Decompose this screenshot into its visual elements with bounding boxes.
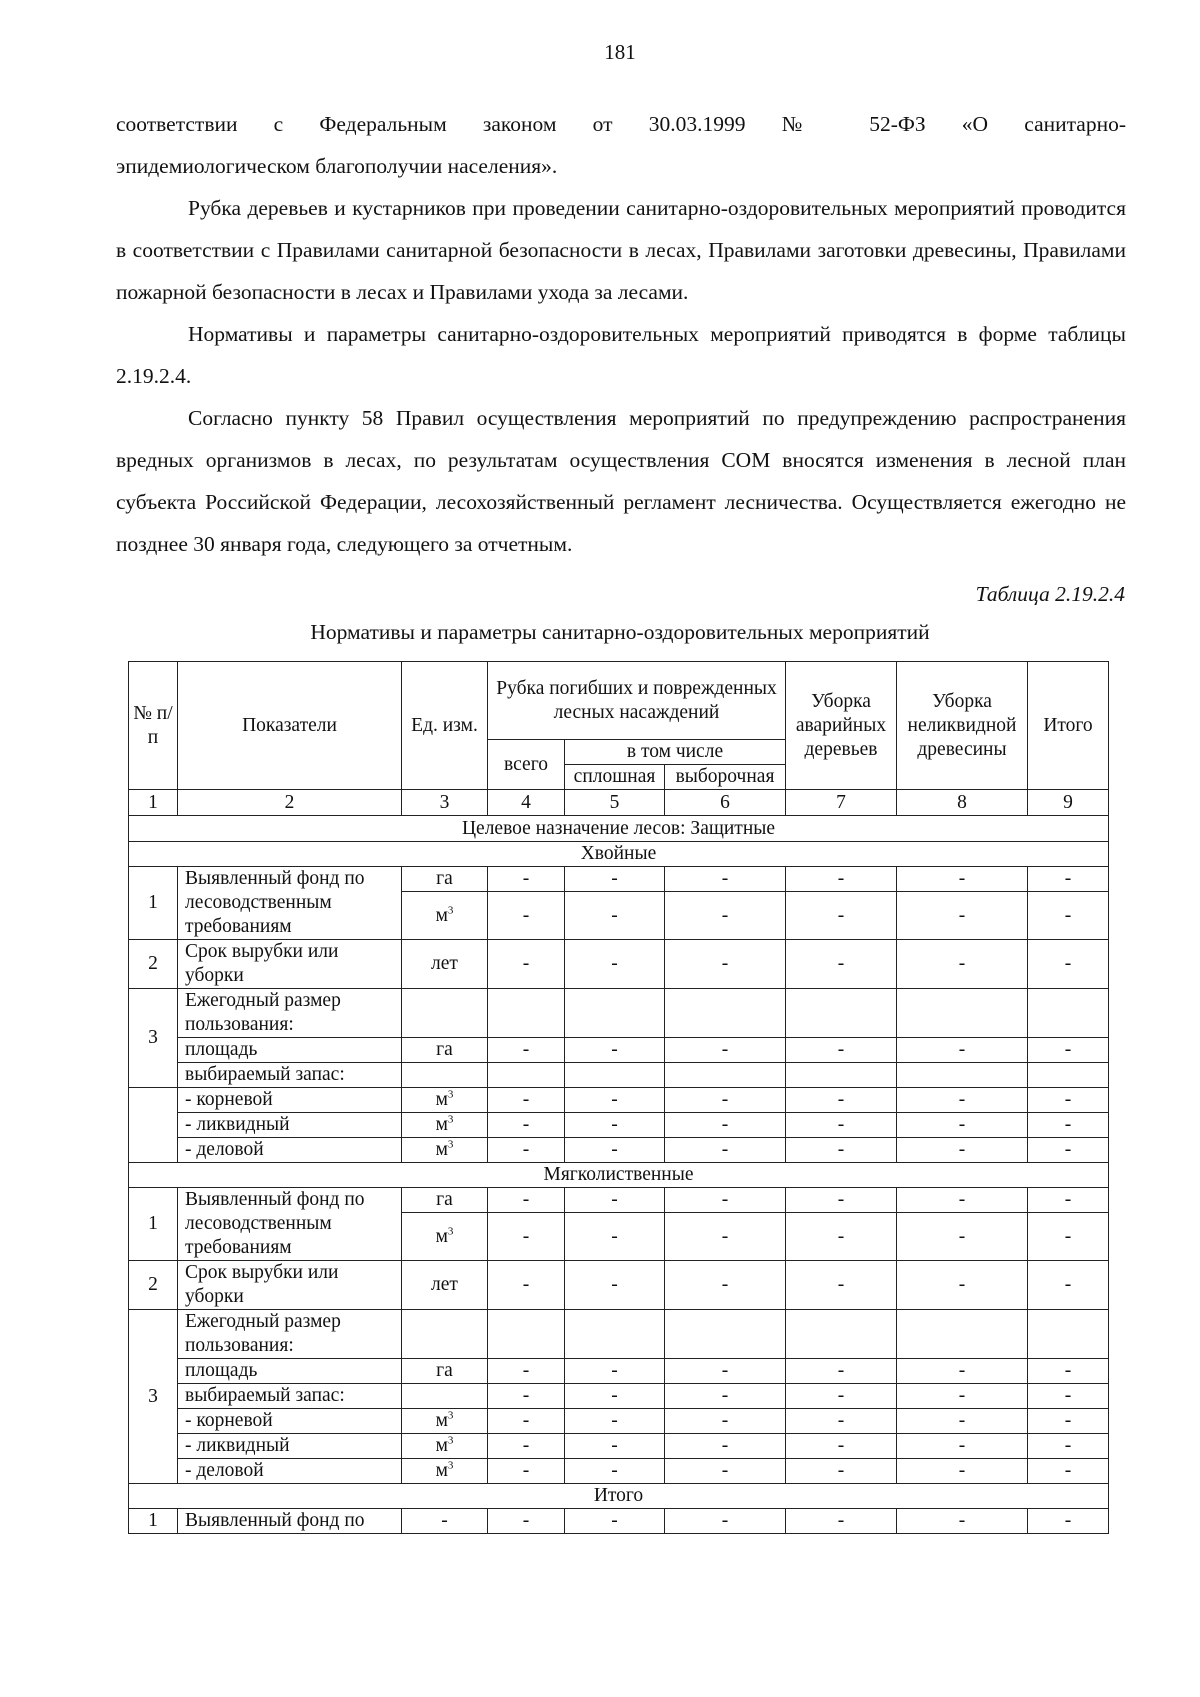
unit-m: м [435,1435,448,1456]
value-cell: - [665,892,786,940]
col-number: 8 [897,790,1028,816]
empty-cell [565,1310,665,1359]
value-cell: - [665,1113,786,1138]
value-cell: - [665,1213,786,1261]
value-cell: - [786,1459,897,1484]
value-cell: - [565,1213,665,1261]
value-cell: - [488,1359,565,1384]
value-cell: - [488,1088,565,1113]
body-text [116,103,1126,565]
value-cell: - [565,1188,665,1213]
empty-cell [897,1310,1028,1359]
value-cell: - [786,1113,897,1138]
value-cell: - [565,1261,665,1310]
value-cell: - [488,1409,565,1434]
value-cell: - [665,1459,786,1484]
row-number: 1 [129,1509,178,1534]
paragraph-4: Согласно пункту 58 Правил осуществления мероприятий по предупреждению распространения вредных организмов в лесах, по результатам осуществления СОМ вносятся изменения в лесной план субъекта Российской Федерации, лесохозяйственный регламент лесничества. Осуществляется ежегодно не позднее 30 января года, следующего за отчетным. [116,406,1126,556]
value-cell: - [665,1138,786,1163]
indicator-label: Ежегодный размер пользования: [178,1310,402,1359]
col-number: 9 [1028,790,1109,816]
value-cell: - [565,1359,665,1384]
value-cell: - [897,1261,1028,1310]
value-cell: - [1028,1038,1109,1063]
unit-cell [402,892,488,940]
norms-table [128,661,1109,1534]
page-number: 181 [604,40,636,64]
value-cell: - [897,892,1028,940]
value-cell: - [1028,1088,1109,1113]
unit-cell: га [402,867,488,892]
value-cell: - [1028,1138,1109,1163]
header-total-sub: всего [488,740,565,790]
empty-cell [786,1310,897,1359]
value-cell: - [488,867,565,892]
value-cell: - [786,1138,897,1163]
value-cell: - [488,1384,565,1409]
value-cell: - [488,1261,565,1310]
section-row: Мягколиственные [129,1163,1109,1188]
empty-cell [488,989,565,1038]
value-cell: - [488,1434,565,1459]
unit-cell [402,1409,488,1434]
header-solid: сплошная [565,765,665,790]
unit-cell: га [402,1188,488,1213]
col-number: 7 [786,790,897,816]
empty-cell [402,1384,488,1409]
indicator-label: Ежегодный размер пользования: [178,989,402,1038]
row-number: 1 [129,1188,178,1261]
value-cell: - [897,867,1028,892]
value-cell: - [786,1261,897,1310]
value-cell: - [1028,1261,1109,1310]
indicator-label: - корневой [178,1409,402,1434]
empty-cell [1028,1310,1109,1359]
value-cell: - [786,1359,897,1384]
empty-cell [402,1063,488,1088]
indicator-label: выбираемый запас: [178,1063,402,1088]
row-number: 3 [129,1310,178,1484]
row-number: 1 [129,867,178,940]
col-number: 6 [665,790,786,816]
value-cell: - [665,1409,786,1434]
empty-cell [488,1063,565,1088]
empty-cell [665,1063,786,1088]
unit-m: м [435,1225,448,1247]
value-cell: - [488,1038,565,1063]
value-cell: - [488,1213,565,1261]
value-cell: - [565,1459,665,1484]
empty-cell [897,989,1028,1038]
empty-cell [129,1088,178,1163]
value-cell: - [1028,1509,1109,1534]
section-row: Хвойные [129,842,1109,867]
value-cell: - [786,1088,897,1113]
value-cell: - [897,1359,1028,1384]
value-cell: - [565,1409,665,1434]
value-cell: - [565,1384,665,1409]
value-cell: - [665,867,786,892]
unit-cube: 3 [447,1434,454,1447]
empty-cell [1028,989,1109,1038]
value-cell: - [786,940,897,989]
unit-cube: 3 [447,1088,454,1101]
indicator-label: площадь [178,1359,402,1384]
indicator-label: выбираемый запас: [178,1384,402,1409]
empty-cell [665,989,786,1038]
value-cell: - [897,1434,1028,1459]
value-cell: - [1028,1434,1109,1459]
value-cell: - [786,892,897,940]
header-emergency: Уборка аварийных деревьев [786,662,897,790]
value-cell: - [1028,1409,1109,1434]
empty-cell [665,1310,786,1359]
unit-cell [402,1434,488,1459]
unit-cube: 3 [447,1113,454,1126]
value-cell: - [488,892,565,940]
value-cell: - [665,1384,786,1409]
value-cell: - [897,940,1028,989]
value-cell: - [897,1188,1028,1213]
unit-cell: лет [402,940,488,989]
value-cell: - [565,1113,665,1138]
value-cell: - [1028,940,1109,989]
value-cell: - [565,1434,665,1459]
empty-cell [786,1063,897,1088]
paragraph-1-line-1: соответствии с Федеральным законом от 30.03.1999 № 52-ФЗ «О санитарно- [116,112,1126,136]
value-cell: - [897,1113,1028,1138]
value-cell: - [1028,1113,1109,1138]
empty-cell [1028,1063,1109,1088]
col-number: 1 [129,790,178,816]
value-cell: - [1028,1459,1109,1484]
unit-cube: 3 [447,904,454,916]
value-cell: - [665,1359,786,1384]
value-cell: - [565,1038,665,1063]
indicator-label: Выявленный фонд по [178,1509,402,1534]
empty-cell [897,1063,1028,1088]
unit-cube: 3 [447,1409,454,1422]
col-number: 5 [565,790,665,816]
header-total: Итого [1028,662,1109,790]
row-number: 2 [129,940,178,989]
indicator-label: Выявленный фонд по лесоводственным требованиям [178,867,402,940]
value-cell: - [488,1188,565,1213]
header-illiquid: Уборка неликвидной древесины [897,662,1028,790]
value-cell: - [897,1088,1028,1113]
unit-cell [402,1113,488,1138]
value-cell: - [488,940,565,989]
unit-cube: 3 [447,1225,454,1237]
unit-cell [402,1213,488,1261]
header-selective: выборочная [665,765,786,790]
unit-m: м [435,904,448,926]
value-cell: - [786,1434,897,1459]
header-including: в том числе [565,740,786,765]
indicator-label: Срок вырубки или уборки [178,1261,402,1310]
value-cell: - [786,867,897,892]
value-cell: - [1028,1188,1109,1213]
value-cell: - [786,1213,897,1261]
value-cell: - [565,867,665,892]
unit-cell: га [402,1359,488,1384]
empty-cell [488,1310,565,1359]
table-caption: Таблица 2.19.2.4 [975,582,1125,606]
value-cell: - [665,1509,786,1534]
col-number: 4 [488,790,565,816]
value-cell: - [565,940,665,989]
value-cell: - [1028,1384,1109,1409]
value-cell: - [488,1113,565,1138]
indicator-label: - деловой [178,1459,402,1484]
unit-cell [402,1459,488,1484]
row-number: 2 [129,1261,178,1310]
unit-cell: га [402,1038,488,1063]
value-cell: - [488,1138,565,1163]
value-cell: - [488,1509,565,1534]
value-cell: - [665,1188,786,1213]
paragraph-1-line-2: эпидемиологическом благополучии населения». [116,154,558,178]
indicator-label: Срок вырубки или уборки [178,940,402,989]
value-cell: - [665,1038,786,1063]
indicator-label: - ликвидный [178,1434,402,1459]
paragraph-3: Нормативы и параметры санитарно-оздоровительных мероприятий приводятся в форме таблицы 2.19.2.4. [116,322,1126,388]
value-cell: - [1028,1213,1109,1261]
indicator-label: - корневой [178,1088,402,1113]
value-cell: - [565,1509,665,1534]
unit-m: м [435,1410,448,1431]
unit-cell [402,1138,488,1163]
value-cell: - [665,1434,786,1459]
value-cell: - [897,1509,1028,1534]
unit-m: м [435,1139,448,1160]
value-cell: - [565,1088,665,1113]
value-cell: - [786,1509,897,1534]
unit-cube: 3 [447,1138,454,1151]
value-cell: - [786,1409,897,1434]
value-cell: - [665,1088,786,1113]
section-row: Итого [129,1484,1109,1509]
header-indicators: Показатели [178,662,402,790]
value-cell: - [786,1384,897,1409]
value-cell: - [565,1138,665,1163]
header-num: № п/п [129,662,178,790]
row-number: 3 [129,989,178,1088]
indicator-label: - деловой [178,1138,402,1163]
value-cell: - [1028,867,1109,892]
col-number: 3 [402,790,488,816]
empty-cell [565,989,665,1038]
header-unit: Ед. изм. [402,662,488,790]
table-title: Нормативы и параметры санитарно-оздоровительных мероприятий [310,620,930,644]
empty-cell [402,1310,488,1359]
unit-cell: лет [402,1261,488,1310]
col-number: 2 [178,790,402,816]
unit-m: м [435,1114,448,1135]
header-felling: Рубка погибших и поврежденных лесных насаждений [488,662,786,740]
value-cell: - [665,1261,786,1310]
value-cell: - [488,1459,565,1484]
value-cell: - [565,892,665,940]
value-cell: - [897,1459,1028,1484]
empty-cell [786,989,897,1038]
value-cell: - [1028,1359,1109,1384]
value-cell: - [786,1188,897,1213]
unit-cube: 3 [447,1459,454,1472]
empty-cell [402,989,488,1038]
value-cell: - [402,1509,488,1534]
purpose-row: Целевое назначение лесов: Защитные [129,816,1109,842]
paragraph-2: Рубка деревьев и кустарников при проведении санитарно-оздоровительных мероприятий проводится в соответствии с Правилами санитарной безопасности в лесах, Правилами заготовки древесины, Правилами пожарной безопасности в лесах и Правилами ухода за лесами. [116,196,1126,304]
value-cell: - [897,1038,1028,1063]
unit-m: м [435,1089,448,1110]
empty-cell [565,1063,665,1088]
indicator-label: площадь [178,1038,402,1063]
value-cell: - [786,1038,897,1063]
column-numbers-row [129,790,1109,816]
value-cell: - [665,940,786,989]
value-cell: - [897,1138,1028,1163]
value-cell: - [897,1409,1028,1434]
unit-cell [402,1088,488,1113]
value-cell: - [897,1213,1028,1261]
value-cell: - [897,1384,1028,1409]
unit-m: м [435,1460,448,1481]
indicator-label: Выявленный фонд по лесоводственным требованиям [178,1188,402,1261]
indicator-label: - ликвидный [178,1113,402,1138]
value-cell: - [1028,892,1109,940]
